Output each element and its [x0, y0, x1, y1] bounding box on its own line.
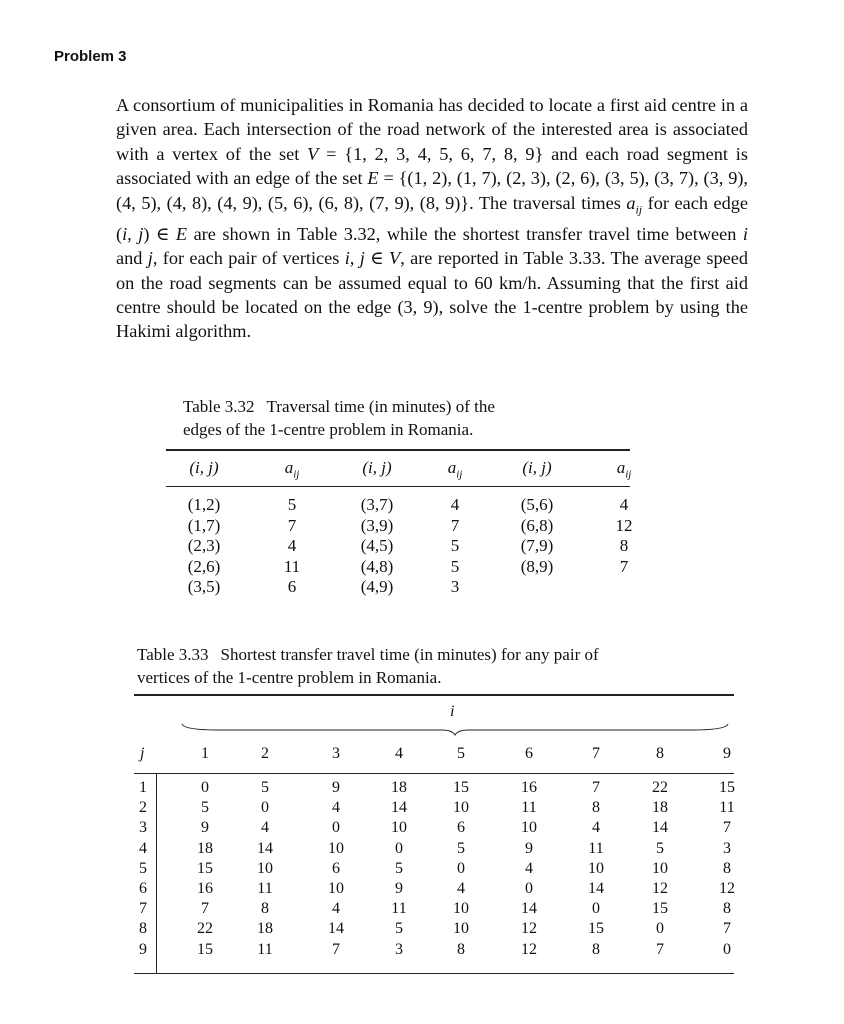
table33-cell: 11 [588, 839, 604, 857]
table33-cell: 9 [332, 779, 340, 796]
table33-cell: 7 [592, 779, 600, 796]
table33-cell: 4 [457, 880, 465, 897]
table33-cell: 0 [525, 880, 533, 897]
table32-header-time: $a_{ij}$ [616, 458, 632, 481]
table33-cell: 10 [521, 819, 537, 837]
problem-statement [116, 93, 748, 344]
table33-row-header: 7 [139, 900, 147, 918]
table32-header-edge: (i, j) [522, 458, 552, 477]
table32-time-cell: 7 [619, 556, 629, 576]
table32-header-rule [166, 486, 630, 487]
table33-cell: 4 [525, 859, 533, 877]
table33-cell: 9 [395, 880, 403, 897]
table33-col-header: 3 [332, 745, 340, 762]
table33-col-header: 5 [457, 745, 465, 762]
table32-title-line1: Traversal time (in minutes) of the [266, 397, 495, 416]
table32-time-cell: 5 [287, 495, 297, 514]
table32-header-time: $a_{ij}$ [284, 458, 300, 481]
table33-cell: 10 [588, 859, 604, 877]
table33-col-header: 1 [201, 745, 209, 762]
table32-time-cell: 7 [287, 515, 297, 535]
table33-row-header: 6 [139, 880, 147, 897]
table33-col-axis-label: i [450, 703, 455, 720]
table32-time-cell: 11 [283, 556, 301, 576]
table33-col-header: 7 [592, 745, 600, 762]
table32-time-cell: 4 [619, 495, 629, 514]
table33-row-header: 4 [139, 839, 147, 857]
table32-edge-cell: (3,5) [187, 577, 221, 596]
table33-cell: 14 [328, 920, 344, 938]
table33-col-header: 6 [525, 745, 533, 762]
table33-cell: 11 [257, 940, 273, 958]
table33-cell: 22 [652, 779, 668, 796]
table32-edge-cell: (2,6) [187, 556, 221, 576]
table33-row-separator [156, 774, 157, 973]
table33-cell: 5 [261, 779, 269, 796]
table32-time-cell: 3 [450, 577, 460, 596]
table33-cell: 18 [391, 779, 407, 796]
table32-time-cell: 4 [287, 536, 297, 555]
table33-cell: 10 [391, 819, 407, 837]
table33-cell: 3 [723, 839, 731, 857]
table33-row-header: 8 [139, 920, 147, 938]
table32-edge-cell: (6,8) [520, 515, 554, 535]
table33-cell: 14 [391, 799, 407, 817]
table33-cell: 5 [395, 920, 403, 938]
table33-cell: 7 [656, 940, 664, 958]
table33-cell: 15 [652, 900, 668, 918]
table33-cell: 10 [652, 859, 668, 877]
table33-cell: 0 [723, 940, 731, 958]
table33-cell: 8 [592, 940, 600, 958]
table33-cell: 12 [521, 940, 537, 958]
table33-cell: 4 [332, 900, 340, 918]
table33-caption [137, 643, 737, 689]
table33-column-brace [180, 722, 730, 736]
table33-cell: 15 [197, 859, 213, 877]
table32-time-cell: 8 [619, 536, 629, 555]
table32-top-rule [166, 449, 630, 451]
table33-cell: 7 [332, 940, 340, 958]
table33-cell: 16 [197, 880, 213, 897]
table33-cell: 10 [257, 859, 273, 877]
table33-cell: 22 [197, 920, 213, 938]
table33-cell: 14 [521, 900, 537, 918]
table33-row-header: 2 [139, 799, 147, 817]
table33-cell: 15 [719, 779, 735, 796]
table33-cell: 10 [453, 900, 469, 918]
table33-title-line1: Shortest transfer travel time (in minutes) for any pair of [220, 645, 599, 664]
table33-cell: 6 [457, 819, 465, 837]
table33-cell: 8 [592, 799, 600, 817]
table33-cell: 14 [652, 819, 668, 837]
table33-cell: 4 [261, 819, 269, 837]
table32-header-edge: (i, j) [189, 458, 219, 477]
table33-cell: 11 [719, 799, 735, 817]
table33-cell: 14 [588, 880, 604, 897]
table33-cell: 16 [521, 779, 537, 796]
table32-edge-cell: (4,8) [360, 556, 394, 576]
table33-bottom-rule [134, 973, 734, 974]
table33-cell: 0 [201, 779, 209, 796]
table32-caption [183, 395, 643, 441]
table33-cell: 10 [328, 880, 344, 897]
table32-edge-cell: (1,7) [187, 515, 221, 535]
table32-title-line2: edges of the 1-centre problem in Romania. [183, 420, 474, 439]
table32-edge-cell: (8,9) [520, 556, 554, 576]
table33-cell: 8 [723, 900, 731, 918]
table32-edge-cell: (2,3) [187, 536, 221, 555]
table33-cell: 15 [197, 940, 213, 958]
table33-col-header: 9 [723, 745, 731, 762]
table32-header-time: $a_{ij}$ [447, 458, 463, 481]
table33-header-rule [134, 773, 734, 774]
table32-header-edge: (i, j) [362, 458, 392, 477]
table33-cell: 18 [197, 839, 213, 857]
table33-cell: 12 [652, 880, 668, 897]
table33-row-header: 5 [139, 859, 147, 877]
table33-cell: 0 [395, 839, 403, 857]
table33-cell: 18 [652, 799, 668, 817]
table32-time-cell: 4 [450, 495, 460, 514]
table33-cell: 10 [328, 839, 344, 857]
table33-cell: 8 [457, 940, 465, 958]
table33-cell: 10 [453, 920, 469, 938]
table33-top-rule [134, 694, 734, 696]
table33-col-header: 8 [656, 745, 664, 762]
table33-cell: 14 [257, 839, 273, 857]
table33-cell: 12 [521, 920, 537, 938]
table33-cell: 7 [723, 819, 731, 837]
table33-cell: 5 [457, 839, 465, 857]
table33-cell: 0 [457, 859, 465, 877]
table33-cell: 7 [723, 920, 731, 938]
table33-cell: 3 [395, 940, 403, 958]
table33-cell: 0 [592, 900, 600, 918]
table33-cell: 11 [521, 799, 537, 817]
table33-cell: 9 [525, 839, 533, 857]
table33-cell: 0 [656, 920, 664, 938]
table33-cell: 5 [395, 859, 403, 877]
table33-cell: 6 [332, 859, 340, 877]
table32-edge-cell: (3,7) [360, 495, 394, 514]
table33-cell: 11 [391, 900, 407, 918]
table33-cell: 15 [453, 779, 469, 796]
table33-cell: 4 [592, 819, 600, 837]
table33-cell: 5 [201, 799, 209, 817]
table33-cell: 15 [588, 920, 604, 938]
table32-edge-cell: (3,9) [360, 515, 394, 535]
table32-label: Table 3.32 [183, 397, 255, 416]
table33-row-axis-label: j [140, 745, 145, 762]
table33-cell: 8 [723, 859, 731, 877]
table32-edge-cell: (4,9) [360, 577, 394, 596]
table33-cell: 9 [201, 819, 209, 837]
table33-row-header: 3 [139, 819, 147, 837]
problem-paragraph: A consortium of municipalities in Romania has decided to locate a first aid centre in a given area. Each intersection of the road network of the interested area is associated with a vertex of the set V = {1, 2, 3, 4, 5, 6, 7, 8, 9} and each road segment is associated with an edge of the set E = {(1, 2), (1, 7), (2, 3), (2, 6), (3, 5), (3, 7), (3, 9), (4, 5), (4, 8), (4, 9), (5, 6), (6, 8), (7, 9), (8, 9)}. The traversal times $a_{ij}$ for each edge (i, j) ∈ E are shown in Table 3.32, while the shortest transfer travel time between i and j, for each pair of vertices i, j ∈ V, are reported in Table 3.33. The average speed on the road segments can be assumed equal to 60 km/h. Assuming that the first aid centre should be located on the edge (3, 9), solve the 1-centre problem by using the Hakimi algorithm. [116, 95, 748, 342]
table32-time-cell: 5 [450, 556, 460, 576]
table33-cell: 0 [261, 799, 269, 817]
table32-edge-cell: (1,2) [187, 495, 221, 514]
table32-edge-cell: (4,5) [360, 536, 394, 555]
table33-cell: 7 [201, 900, 209, 918]
table33-cell: 5 [656, 839, 664, 857]
table33-cell: 4 [332, 799, 340, 817]
table33-label: Table 3.33 [137, 645, 209, 664]
table33-cell: 8 [261, 900, 269, 918]
table33-col-header: 2 [261, 745, 269, 762]
table32-time-cell: 12 [615, 515, 633, 535]
table33-cell: 18 [257, 920, 273, 938]
table32-edge-cell: (7,9) [520, 536, 554, 555]
problem-heading: Problem 3 [54, 48, 127, 65]
table33-row-header: 1 [139, 779, 147, 796]
table33-cell: 12 [719, 880, 735, 897]
table33-cell: 10 [453, 799, 469, 817]
table33-row-header: 9 [139, 940, 147, 958]
table32-time-cell: 6 [287, 577, 297, 596]
table33-title-line2: vertices of the 1-centre problem in Romania. [137, 668, 442, 687]
table33-col-header: 4 [395, 745, 403, 762]
table32-edge-cell: (5,6) [520, 495, 554, 514]
table32-time-cell: 7 [450, 515, 460, 535]
table33-cell: 11 [257, 880, 273, 897]
table32-time-cell: 5 [450, 536, 460, 555]
table33-cell: 0 [332, 819, 340, 837]
